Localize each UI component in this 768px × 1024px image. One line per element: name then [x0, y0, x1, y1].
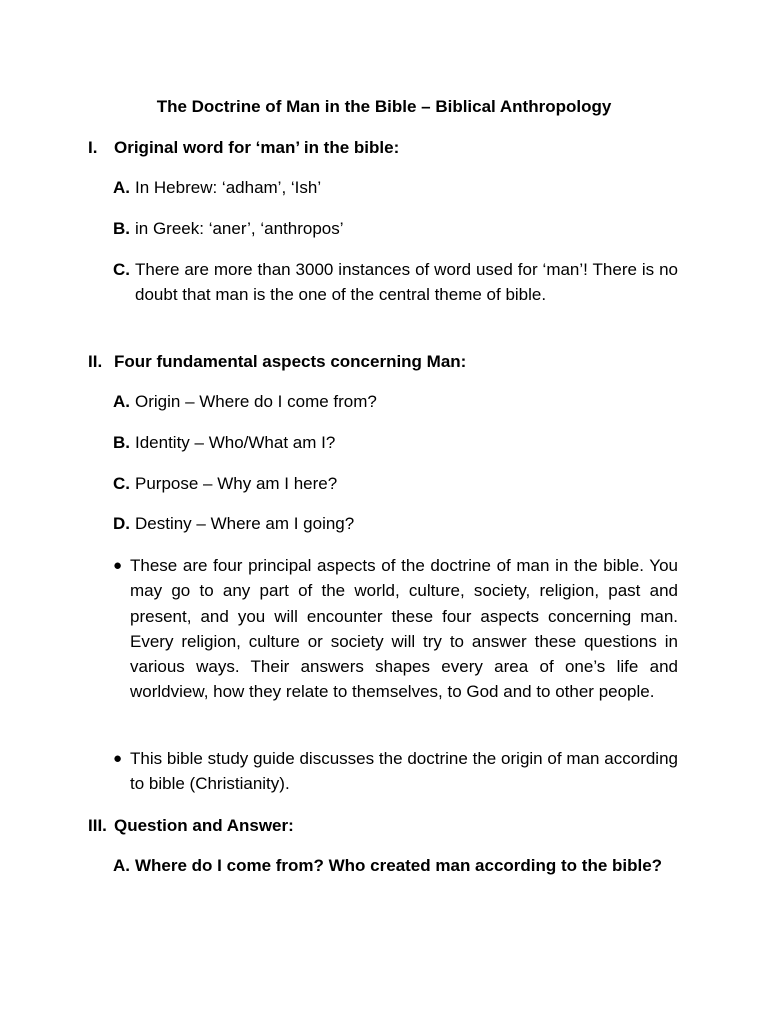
document-title: The Doctrine of Man in the Bible – Biblical Anthropology — [156, 97, 612, 116]
section-heading-1 — [88, 137, 399, 159]
item-text: in Greek: ‘aner’, ‘anthropos’ — [135, 219, 344, 238]
list-item — [113, 853, 678, 878]
section-heading-text: Four fundamental aspects concerning Man: — [114, 352, 467, 371]
section-number: I. — [88, 138, 98, 157]
item-text: Destiny – Where am I going? — [135, 514, 355, 533]
section-heading-3 — [88, 815, 294, 837]
section-heading-text: Original word for ‘man’ in the bible: — [114, 138, 400, 157]
bullet-item — [113, 553, 678, 705]
item-letter: B. — [113, 433, 130, 452]
bullet-icon: ● — [113, 557, 123, 574]
bullet-item — [113, 746, 678, 797]
item-letter: A. — [113, 856, 130, 875]
list-item — [113, 257, 678, 307]
item-letter: A. — [113, 178, 130, 197]
item-letter: C. — [113, 474, 130, 493]
list-item — [113, 511, 678, 536]
list-item — [113, 175, 678, 200]
section-heading-text: Question and Answer: — [114, 816, 294, 835]
bullet-text: This bible study guide discusses the doctrine the origin of man according to bible (Christianity). — [130, 749, 678, 794]
item-letter: C. — [113, 260, 130, 279]
item-text: Purpose – Why am I here? — [135, 474, 338, 493]
list-item — [113, 389, 678, 414]
item-text: There are more than 3000 instances of word used for ‘man’! There is no doubt that man is the one of the central theme of bible. — [135, 260, 678, 304]
list-item — [113, 430, 678, 455]
item-letter: D. — [113, 514, 130, 533]
item-letter: A. — [113, 392, 130, 411]
item-text: Where do I come from? Who created man according to the bible? — [135, 856, 663, 875]
bullet-text: These are four principal aspects of the doctrine of man in the bible. You may go to any part of the world, culture, society, religion, past and present, and you will encounter these four aspects concerning man. Every religion, culture or society will try to answer these questions in various ways. Their answers shapes every area of one’s life and worldview, how they relate to themselves, to God and to other people. — [130, 556, 678, 702]
section-heading-2 — [88, 351, 466, 373]
item-letter: B. — [113, 219, 130, 238]
list-item — [113, 216, 678, 241]
section-number: II. — [88, 352, 103, 371]
bullet-icon: ● — [113, 750, 123, 767]
list-item — [113, 471, 678, 496]
item-text: Origin – Where do I come from? — [135, 392, 377, 411]
section-number: III. — [88, 816, 107, 835]
item-text: Identity – Who/What am I? — [135, 433, 336, 452]
item-text: In Hebrew: ‘adham’, ‘Ish’ — [135, 178, 322, 197]
